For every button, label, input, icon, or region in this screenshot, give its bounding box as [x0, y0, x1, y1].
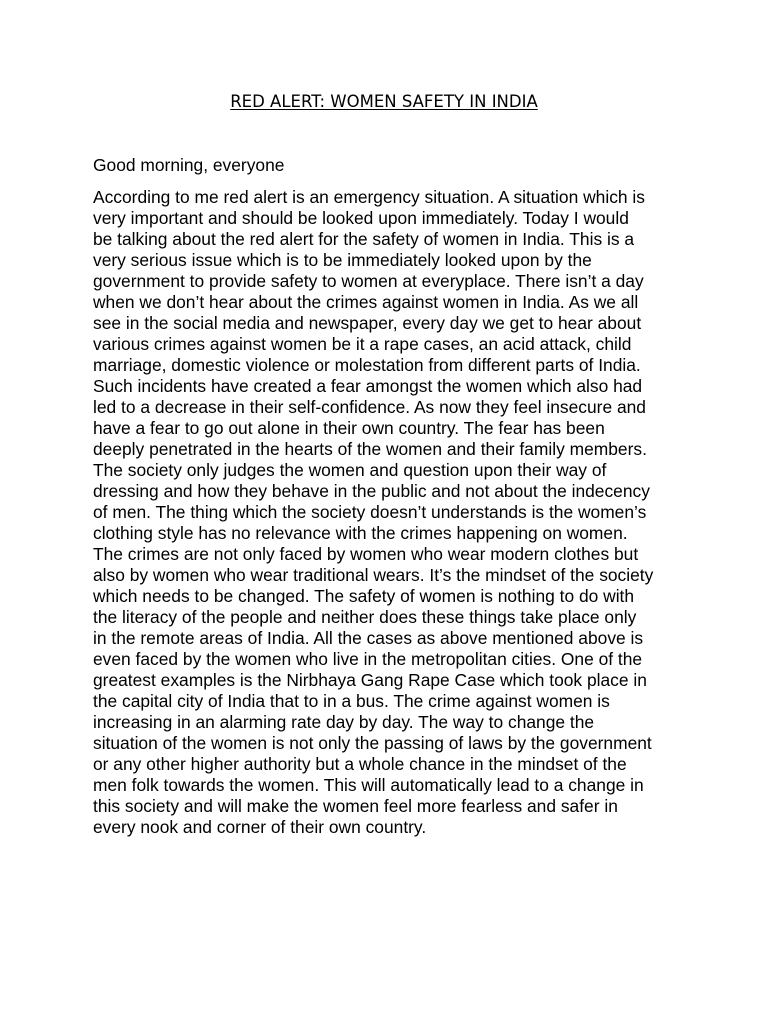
body-line: which needs to be changed. The safety of women is nothing to do with — [93, 586, 635, 606]
body-line: every nook and corner of their own country. — [93, 817, 427, 837]
body-line: of men. The thing which the society doesn’t understands is the women’s — [93, 502, 647, 522]
body-line: even faced by the women who live in the metropolitan cities. One of the — [93, 649, 643, 669]
body-paragraph — [93, 187, 693, 838]
body-line: The society only judges the women and question upon their way of — [93, 460, 607, 480]
body-line: government to provide safety to women at everyplace. There isn’t a day — [93, 271, 644, 291]
body-line: when we don’t hear about the crimes against women in India. As we all — [93, 292, 639, 312]
body-line: very important and should be looked upon immediately. Today I would — [93, 208, 629, 228]
body-line: in the remote areas of India. All the cases as above mentioned above is — [93, 628, 644, 648]
body-line: dressing and how they behave in the public and not about the indecency — [93, 481, 650, 501]
body-line: very serious issue which is to be immediately looked upon by the — [93, 250, 592, 270]
body-line: have a fear to go out alone in their own country. The fear has been — [93, 418, 605, 438]
body-line: men folk towards the women. This will automatically lead to a change in — [93, 775, 644, 795]
document-title: RED ALERT: WOMEN SAFETY IN INDIA — [230, 92, 538, 111]
body-line: clothing style has no relevance with the crimes happening on women. — [93, 523, 628, 543]
body-line: situation of the women is not only the passing of laws by the government — [93, 733, 652, 753]
body-line: or any other higher authority but a whole chance in the mindset of the — [93, 754, 627, 774]
body-line: the capital city of India that to in a bus. The crime against women is — [93, 691, 610, 711]
body-line: this society and will make the women feel more fearless and safer in — [93, 796, 618, 816]
greeting-paragraph: Good morning, everyone — [93, 155, 285, 175]
body-line: led to a decrease in their self-confidence. As now they feel insecure and — [93, 397, 646, 417]
body-line: Such incidents have created a fear amongst the women which also had — [93, 376, 643, 396]
body-line: also by women who wear traditional wears. It’s the mindset of the society — [93, 565, 654, 585]
body-line: be talking about the red alert for the safety of women in India. This is a — [93, 229, 635, 249]
body-line: see in the social media and newspaper, every day we get to hear about — [93, 313, 642, 333]
body-line: deeply penetrated in the hearts of the women and their family members. — [93, 439, 647, 459]
body-line: increasing in an alarming rate day by day. The way to change the — [93, 712, 595, 732]
body-line: the literacy of the people and neither does these things take place only — [93, 607, 637, 627]
body-line: various crimes against women be it a rape cases, an acid attack, child — [93, 334, 632, 354]
body-line: greatest examples is the Nirbhaya Gang Rape Case which took place in — [93, 670, 647, 690]
body-line: The crimes are not only faced by women who wear modern clothes but — [93, 544, 639, 564]
body-line: According to me red alert is an emergency situation. A situation which is — [93, 187, 645, 207]
body-line: marriage, domestic violence or molestation from different parts of India. — [93, 355, 641, 375]
